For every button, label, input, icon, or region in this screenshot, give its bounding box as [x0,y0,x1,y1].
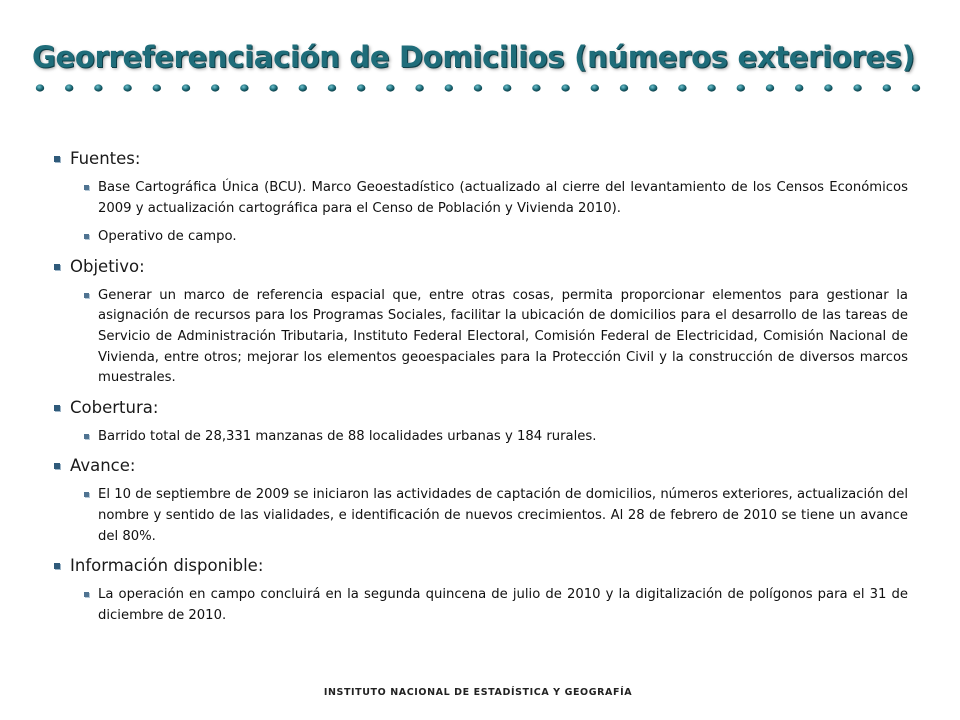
decorative-dot [591,84,599,91]
decorative-dot [532,84,540,91]
decorative-dot [328,84,336,91]
decorative-dot [445,84,453,91]
slide-content [50,148,908,634]
decorative-dot [123,84,131,91]
decorative-dot [912,84,920,91]
section-item-text: Generar un marco de referencia espacial que, entre otras cosas, permita proporcionar elementos para gestionar la asignación de recursos para los Programas Sociales, facilitar la ubicación de domicilios para el desarrollo de las tareas de Servicio de Administración Tributaria, Instituto Federal Electoral, Comisión Federal de Electricidad, Comisión Nacional de Vivienda, entre otros; mejorar los elementos geoespaciales para la Protección Civil y la construcción de diversos marcos muestrales. [98,287,908,386]
decorative-dot [474,84,482,91]
section-item-text: Barrido total de 28,331 manzanas de 88 localidades urbanas y 184 rurales. [98,428,597,444]
section-item-text: Base Cartográfica Única (BCU). Marco Geoestadístico (actualizado al cierre del levantamiento de los Censos Económicos 2009 y actualización cartográfica para el Censo de Población y Vivienda 2010). [98,180,908,216]
section-item [50,178,908,219]
decorative-dot [883,84,891,91]
section-item-text: La operación en campo concluirá en la segunda quincena de julio de 2010 y la digitalización de polígonos para el 31 de diciembre de 2010. [98,587,908,623]
section-item-text: Operativo de campo. [98,229,237,245]
decorative-dot [766,84,774,91]
decorative-dot [649,84,657,91]
section-heading-text: Objetivo: [70,256,145,276]
decorative-dot [357,84,365,91]
square-bullet-icon [54,156,60,162]
decorative-dot [737,84,745,91]
section-heading [50,256,908,278]
decorative-dot [707,84,715,91]
decorative-dot [386,84,394,91]
section-avance [50,455,908,547]
square-bullet-icon [54,463,60,469]
decorative-dot [299,84,307,91]
decorative-dot [415,84,423,91]
section-item [50,286,908,389]
square-bullet-icon [84,434,89,439]
section-objetivo [50,256,908,389]
dotted-underline-decoration [34,80,934,96]
decorative-dot [561,84,569,91]
decorative-dot [182,84,190,91]
square-bullet-icon [84,293,89,298]
square-bullet-icon [54,405,60,411]
decorative-dot [853,84,861,91]
decorative-dot [240,84,248,91]
decorative-dot [824,84,832,91]
section-heading-text: Información disponible: [70,556,264,576]
square-bullet-icon [54,563,60,569]
section-heading [50,148,908,170]
square-bullet-icon [84,185,89,190]
section-heading-text: Cobertura: [70,397,159,417]
slide-title: Georreferenciación de Domicilios (números exteriores) [32,40,915,74]
square-bullet-icon [54,264,60,270]
section-item [50,227,908,248]
footer [0,682,960,698]
section-heading [50,555,908,577]
decorative-dot [94,84,102,91]
section-item [50,585,908,626]
section-item [50,485,908,547]
section-item-text: El 10 de septiembre de 2009 se iniciaron las actividades de captación de domicilios, números exteriores, actualización del nombre y sentido de las vialidades, e identificación de nuevos crecimientos. Al 28 de febrero de 2010 se tiene un avance del 80%. [98,487,908,544]
section-fuentes [50,148,908,248]
decorative-dot [269,84,277,91]
square-bullet-icon [84,234,89,239]
decorative-dot [503,84,511,91]
footer-institution-text: INSTITUTO NACIONAL DE ESTADÍSTICA Y GEOGRAFÍA [318,686,638,699]
section-heading [50,397,908,419]
decorative-dot [36,84,44,91]
square-bullet-icon [84,592,89,597]
decorative-dot [620,84,628,91]
decorative-dot [795,84,803,91]
section-item [50,427,908,448]
decorative-dot [678,84,686,91]
section-heading-text: Fuentes: [70,149,141,168]
decorative-dot [153,84,161,91]
section-heading [50,455,908,477]
section-informacion-disponible [50,555,908,626]
decorative-dot [211,84,219,91]
square-bullet-icon [84,492,89,497]
section-cobertura [50,397,908,448]
decorative-dot [65,84,73,91]
section-heading-text: Avance: [70,456,136,476]
